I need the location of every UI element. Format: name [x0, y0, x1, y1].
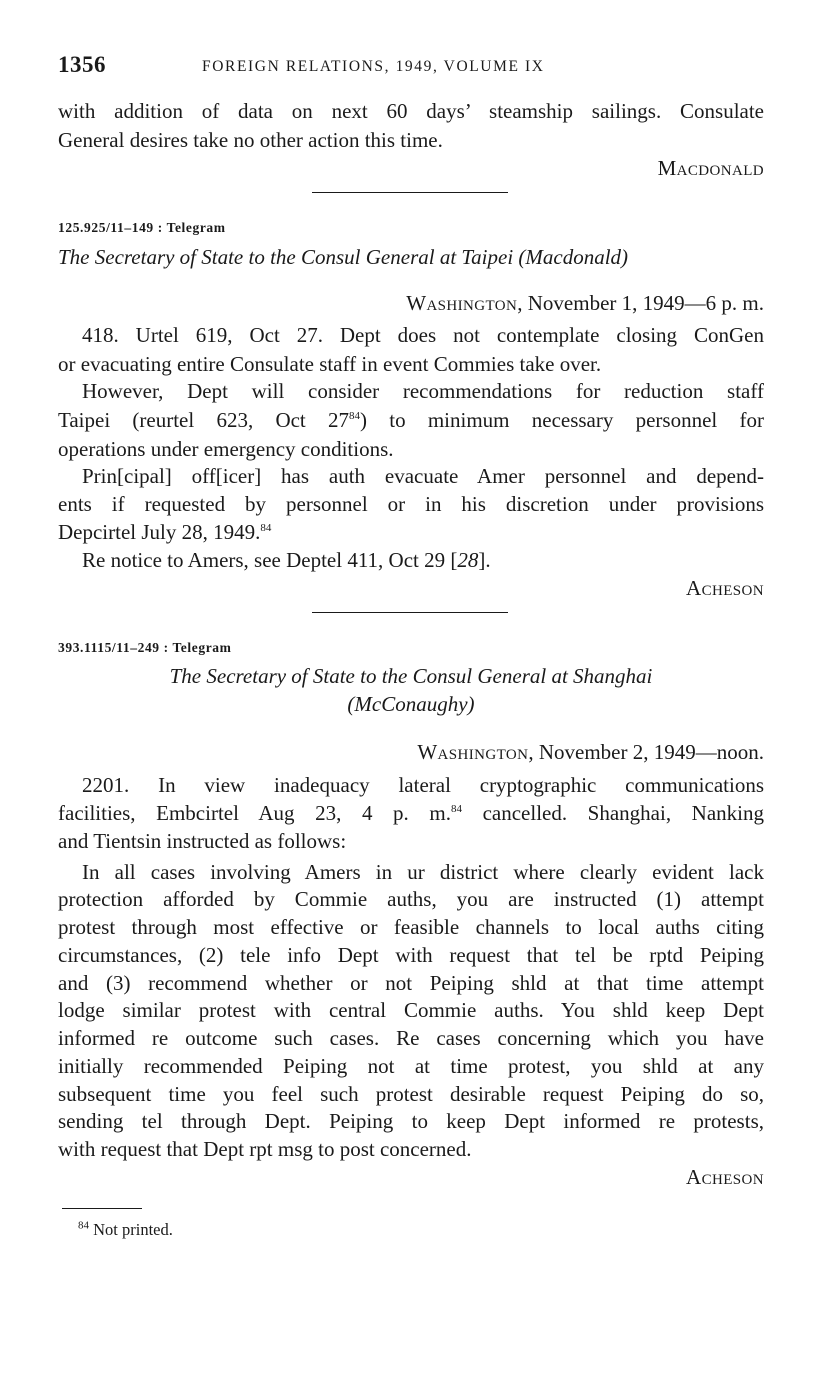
body-text: Taipei (reurtel 623, Oct 27: [58, 408, 350, 432]
signature: Macdonald: [657, 156, 764, 180]
body-text: ) to minimum necessary personnel for: [360, 408, 764, 432]
body-line: 418. Urtel 619, Oct 27. Dept does not contemplate closing ConGen: [82, 323, 764, 347]
dateline: [58, 738, 764, 766]
dateline-date: , November 2, 1949—noon.: [528, 740, 764, 764]
body-line: However, Dept will consider recommendations for reduction staff: [82, 379, 764, 403]
page-number: 1356: [58, 52, 106, 77]
body-line: 2201. In view inadequacy lateral cryptographic communications: [82, 773, 764, 797]
body-line: operations under emergency conditions.: [58, 437, 394, 461]
body-line: sending tel through Dept. Peiping to keep Dept informed re protests,: [58, 1109, 764, 1133]
body-line: [58, 518, 764, 546]
body-text: cancelled. Shanghai, Nanking: [461, 801, 764, 825]
dateline-place: Washington: [406, 291, 518, 315]
body-line: with addition of data on next 60 days’ steamship sailings. Consulate: [58, 99, 764, 123]
body-line: In all cases involving Amers in ur district where clearly evident lack: [82, 860, 764, 884]
dateline-place: Washington: [417, 740, 529, 764]
footnote-rule: [62, 1208, 142, 1209]
signature: Acheson: [686, 1165, 764, 1189]
footnote-reference: 84: [260, 522, 272, 534]
section-divider: [312, 192, 508, 193]
footnote-text: Not printed.: [89, 1220, 173, 1239]
body-text: ].: [478, 548, 491, 572]
body-line: circumstances, (2) tele info Dept with request that tel be rptd Peiping: [58, 943, 764, 967]
footnote-reference: 84: [450, 803, 462, 815]
body-text: Re notice to Amers, see Deptel 411, Oct 29 [: [82, 548, 458, 572]
body-line: and Tientsin instructed as follows:: [58, 829, 347, 853]
body-line: or evacuating entire Consulate staff in event Commies take over.: [58, 352, 602, 376]
body-line: and (3) recommend whether or not Peiping shld at that time attempt: [58, 971, 764, 995]
body-line: initially recommended Peiping not at time protest, you shld at any: [58, 1054, 764, 1078]
body-text: Depcirtel July 28, 1949.: [58, 520, 261, 544]
document-title: The Secretary of State to the Consul General at Taipei (Macdonald): [58, 245, 629, 269]
body-line: Prin[cipal] off[icer] has auth evacuate Amer personnel and depend-: [82, 464, 764, 488]
body-line: [58, 406, 764, 434]
body-line: informed re outcome such cases. Re cases concerning which you have: [58, 1026, 764, 1050]
running-title: FOREIGN RELATIONS, 1949, VOLUME IX: [202, 58, 545, 75]
body-line: with request that Dept rpt msg to post concerned.: [58, 1137, 472, 1161]
body-line: protection afforded by Commie auths, you are instructed (1) attempt: [58, 887, 764, 911]
document-title: (McConaughy): [347, 692, 475, 716]
footnote-mark: 84: [78, 1219, 89, 1232]
file-number: 393.1115/11–249 : Telegram: [58, 640, 232, 655]
footnote: [78, 1220, 173, 1240]
footnote-reference: 84: [349, 410, 361, 422]
dateline-date: , November 1, 1949—6 p. m.: [517, 291, 764, 315]
section-divider: [312, 612, 508, 613]
body-line: protest through most effective or feasible channels to local auths citing: [58, 915, 764, 939]
body-text: 28: [457, 548, 479, 572]
body-line: [58, 546, 764, 574]
body-line: General desires take no other action this time.: [58, 128, 443, 152]
body-line: [58, 799, 764, 827]
body-line: ents if requested by personnel or in his discretion under provisions: [58, 492, 764, 516]
body-text: facilities, Embcirtel Aug 23, 4 p. m.: [58, 801, 451, 825]
document-title: The Secretary of State to the Consul General at Shanghai: [169, 664, 653, 688]
body-line: subsequent time you feel such protest desirable request Peiping do so,: [58, 1082, 764, 1106]
body-line: lodge similar protest with central Commie auths. You shld keep Dept: [58, 998, 764, 1022]
signature: Acheson: [686, 576, 764, 600]
file-number: 125.925/11–149 : Telegram: [58, 220, 226, 235]
dateline: [58, 289, 764, 317]
